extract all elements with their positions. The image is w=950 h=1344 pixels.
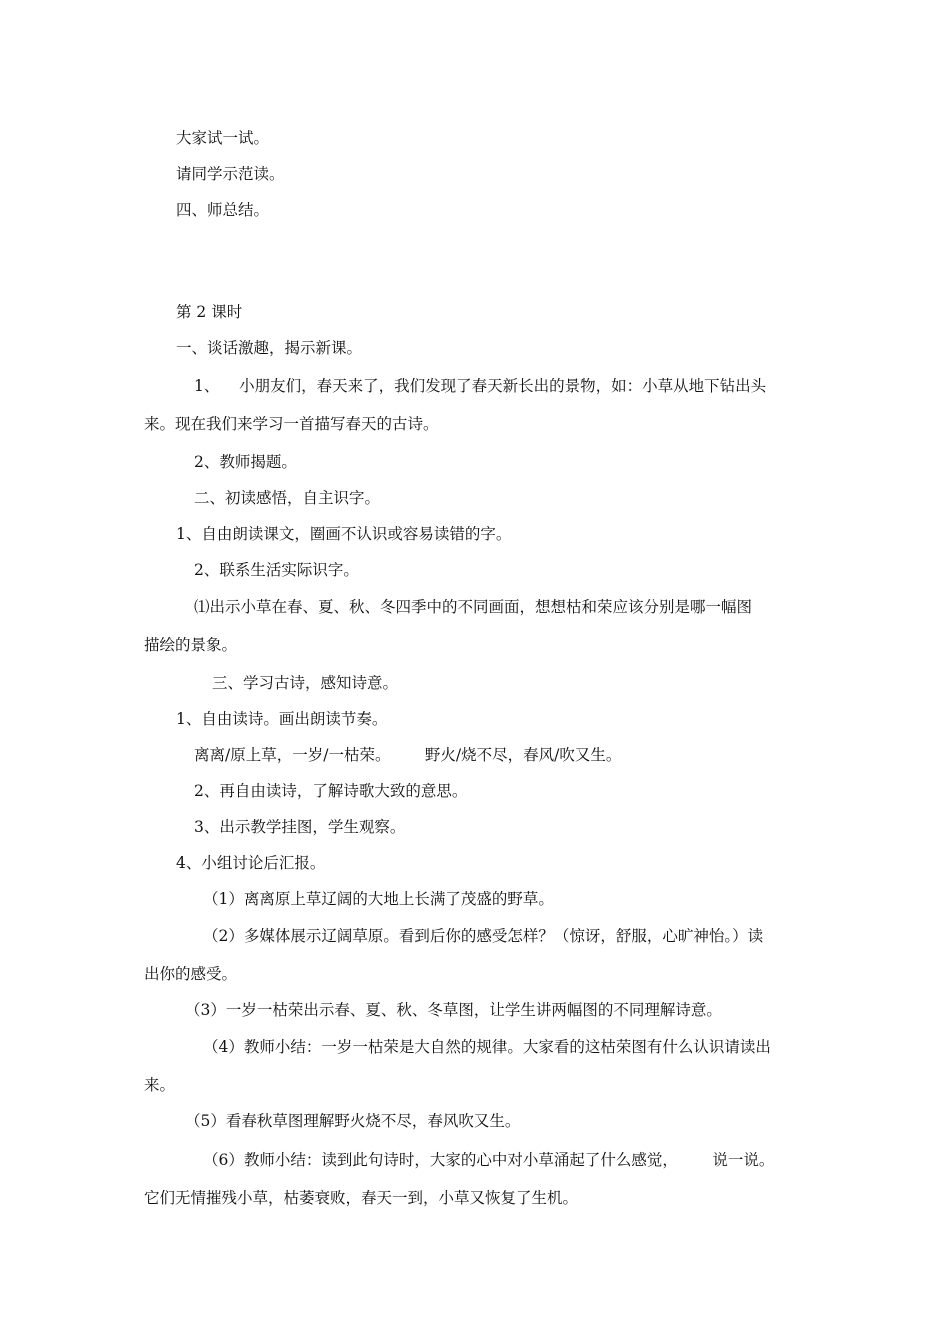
section-heading: 第 2 课时 [176,303,243,321]
text-line: 1、 小朋友们，春天来了，我们发现了春天新长出的景物，如：小草从地下钻出头 [194,377,767,395]
text-line: （2）多媒体展示辽阔草原。看到后你的感受怎样？（惊讶，舒服，心旷神怡。）读 [203,927,764,945]
text-line: 四、师总结。 [176,201,270,219]
text-line: （6）教师小结：读到此句诗时，大家的心中对小草涌起了什么感觉， 说一说。 [203,1151,775,1169]
text-line: 2、再自由读诗，了解诗歌大致的意思。 [194,782,468,800]
poem-rhythm-line: 离离/原上草，一岁/一枯荣。 野火/烧不尽，春风/吹又生。 [194,746,622,764]
text-line: （5）看春秋草图理解野火烧不尽，春风吹又生。 [185,1112,521,1130]
text-line: ⑴出示小草在春、夏、秋、冬四季中的不同画面，想想枯和荣应该分别是哪一幅图 [194,598,753,616]
section-heading: 二、初读感悟，自主识字。 [194,489,381,507]
text-line: 来。现在我们来学习一首描写春天的古诗。 [144,415,439,433]
text-line: 4、小组讨论后汇报。 [176,854,326,872]
text-line: 1、自由朗读课文，圈画不认识或容易读错的字。 [176,525,512,543]
text-line: 2、联系生活实际识字。 [194,561,359,579]
text-line: （3）一岁一枯荣出示春、夏、秋、冬草图，让学生讲两幅图的不同理解诗意。 [185,1001,722,1019]
text-line: 来。 [144,1076,176,1094]
text-line: 2、教师揭题。 [194,453,297,471]
text-line: （4）教师小结：一岁一枯荣是大自然的规律。大家看的这枯荣图有什么认识请读出 [203,1038,771,1056]
text-line: 描绘的景象。 [144,636,238,654]
text-line: 1、自由读诗。画出朗读节奏。 [176,710,388,728]
text-line: 出你的感受。 [144,965,238,983]
text-line: 大家试一试。 [176,129,270,147]
text-line: （1）离离原上草辽阔的大地上长满了茂盛的野草。 [203,890,554,908]
section-heading: 三、学习古诗，感知诗意。 [212,674,399,692]
section-heading: 一、谈话激趣，揭示新课。 [176,339,363,357]
text-line: 请同学示范读。 [176,165,285,183]
text-line: 3、出示教学挂图，学生观察。 [194,818,406,836]
text-line: 它们无情摧残小草，枯萎衰败，春天一到，小草又恢复了生机。 [144,1189,579,1207]
